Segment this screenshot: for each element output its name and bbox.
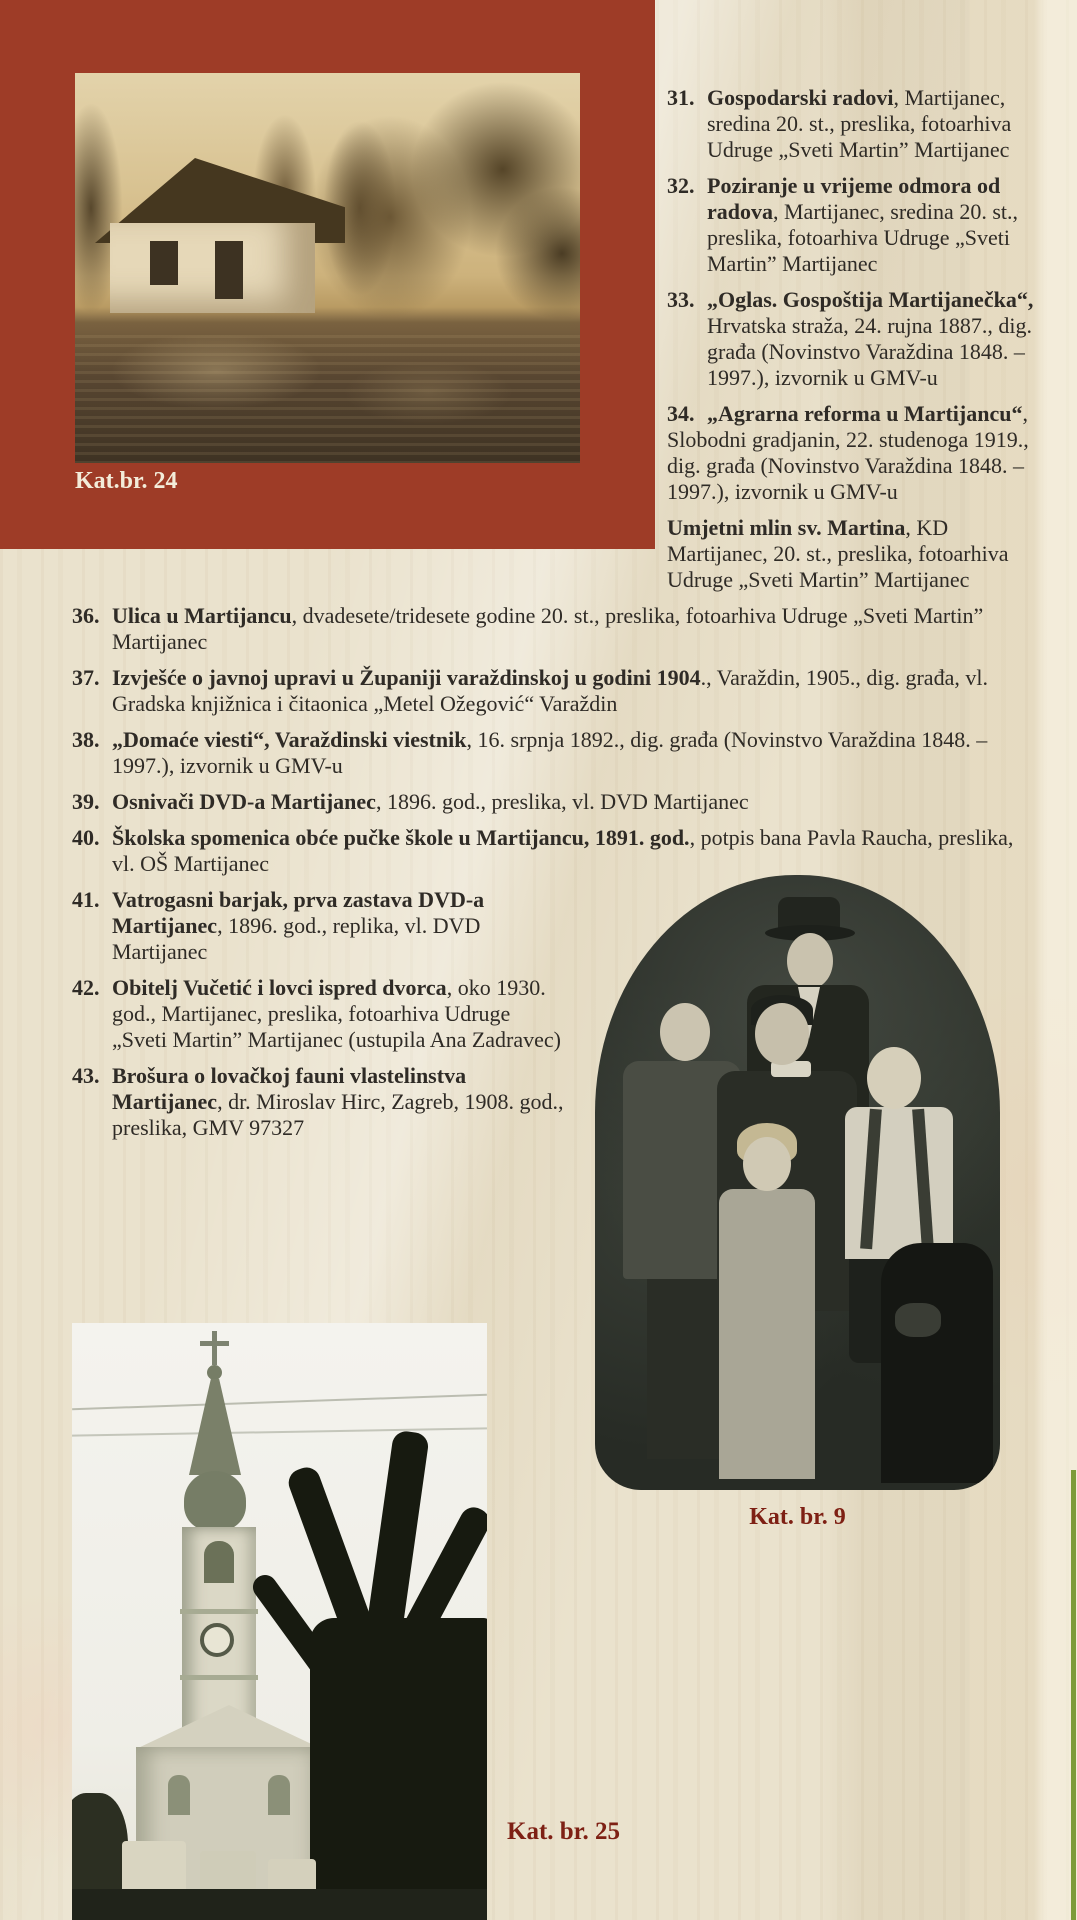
catalog-item-37: [72, 665, 1040, 717]
family-photo-girl-coat-shape: [719, 1189, 815, 1479]
item-details: , 1896. god., preslika, vl. DVD Martijanec: [375, 789, 749, 814]
church-photo-clock-shape: [200, 1623, 234, 1657]
family-photo-block: [595, 875, 1000, 1530]
item-details: , Martijanec, sredina 20. st., preslika, fotoarhiva Udruge „Sveti Martin” Martijanec: [707, 85, 1012, 162]
catalog-item-36: [72, 603, 1040, 655]
item-details: ., Varaždin, 1905., dig. građa, vl. Gradska knjižnica i čitaonica „Metel Ožegović“ Varaždin: [112, 665, 988, 716]
pond-photo-house-shape: [110, 223, 315, 313]
item-number: 43.: [72, 1063, 100, 1088]
pond-photo-caption: Kat.br. 24: [75, 468, 178, 494]
item-title: Poziranje u vrijeme odmora od radova: [707, 173, 1001, 224]
family-photo-mother-head-shape: [755, 1003, 809, 1065]
item-details: , Slobodni gradjanin, 22. studenoga 1919., dig. građa (Novinstvo Varaždina 1848. – 1997.), izvornik u GMV-u: [667, 401, 1029, 504]
church-photo-facade-window-shape: [168, 1775, 190, 1815]
catalog-item-38: [72, 727, 1040, 779]
family-photo-girl-head-shape: [743, 1137, 791, 1191]
item-number: 31.: [667, 85, 695, 110]
page-edge-green-strip: [1071, 1470, 1076, 1920]
item-details: , dr. Miroslav Hirc, Zagreb, 1908. god., preslika, GMV 97327: [112, 1089, 564, 1140]
item-details: Hrvatska straža, 24. rujna 1887., dig. građa (Novinstvo Varaždina 1848. – 1997.), izvornik u GMV-u: [707, 313, 1033, 390]
item-title: Ulica u Martijancu: [112, 603, 292, 628]
church-photo-cornice-shape: [180, 1609, 258, 1614]
item-number: 36.: [72, 603, 100, 628]
item-number: 38.: [72, 727, 100, 752]
red-photo-panel: [0, 0, 655, 549]
item-title: „Agrarna reforma u Martijancu“: [707, 401, 1023, 426]
item-details: , 1896. god., replika, vl. DVD Martijanec: [112, 913, 481, 964]
item-number: 33.: [667, 287, 695, 312]
catalog-item-33: [667, 287, 1040, 391]
item-title: Osnivači DVD-a Martijanec: [112, 789, 376, 814]
church-photo-tree-trunk-shape: [310, 1618, 487, 1920]
family-photo-left-boy-head-shape: [660, 1003, 710, 1061]
family-photo-left-boy-legs-shape: [647, 1279, 723, 1459]
church-photo-power-line-shape: [72, 1394, 487, 1410]
family-photo-right-boy-head-shape: [867, 1047, 921, 1109]
family-photo: [595, 875, 1000, 1490]
church-photo-power-line-shape: [72, 1427, 487, 1436]
item-details: , oko 1930. god., Martijanec, preslika, fotoarhiva Udruge „Sveti Martin” Martijanec (ustupila Ana Zadravec): [112, 975, 561, 1052]
family-photo-father-head-shape: [787, 933, 833, 989]
church-photo-caption: Kat. br. 25: [507, 1818, 620, 1845]
item-number: 42.: [72, 975, 100, 1000]
item-number: 39.: [72, 789, 100, 814]
item-title: Školska spomenica obće pučke škole u Martijancu, 1891. god.: [112, 825, 690, 850]
church-photo-cross-shape: [200, 1341, 229, 1346]
item-details: , KD Martijanec, 20. st., preslika, fotoarhiva Udruge „Sveti Martin” Martijanec: [667, 515, 1009, 592]
item-details: , Martijanec, sredina 20. st., preslika, fotoarhiva Udruge „Sveti Martin” Martijanec: [707, 199, 1018, 276]
church-photo-finial-shape: [207, 1365, 222, 1380]
item-title: Umjetni mlin sv. Martina: [667, 515, 906, 540]
item-number: 41.: [72, 887, 100, 912]
family-photo-dog-shape: [881, 1243, 993, 1483]
item-details: , dvadesete/tridesete godine 20. st., preslika, fotoarhiva Udruge „Sveti Martin” Martijanec: [112, 603, 984, 654]
item-title: „Domaće viesti“, Varaždinski viestnik: [112, 727, 467, 752]
item-number: 34.: [667, 401, 695, 426]
item-title: Obitelj Vučetić i lovci ispred dvorca: [112, 975, 447, 1000]
item-number: 40.: [72, 825, 100, 850]
church-photo-onion-dome-shape: [184, 1471, 246, 1531]
family-photo-caption: Kat. br. 9: [749, 1504, 846, 1530]
church-photo-belfry-window-shape: [204, 1541, 234, 1583]
item-title: Vatrogasni barjak, prva zastava DVD-a Martijanec: [112, 887, 485, 938]
church-photo: [72, 1323, 487, 1920]
item-title: Brošura o lovačkoj fauni vlastelinstva Martijanec: [112, 1063, 467, 1114]
church-photo-spire-shape: [189, 1379, 241, 1475]
pond-photo: [75, 73, 580, 463]
pond-photo-house-door-shape: [215, 241, 243, 299]
item-number: 32.: [667, 173, 695, 198]
pond-photo-house-window-shape: [150, 241, 178, 285]
item-number: 37.: [72, 665, 100, 690]
church-photo-cornice-shape: [180, 1675, 258, 1680]
church-photo-ground-shape: [72, 1889, 487, 1920]
item-details: , 16. srpnja 1892., dig. građa (Novinstvo Varaždina 1848. – 1997.), izvornik u GMV-u: [112, 727, 988, 778]
catalog-item-32: [667, 173, 1040, 277]
pond-photo-water-shape: [75, 335, 580, 463]
family-photo-dog-snout-shape: [895, 1303, 941, 1337]
catalog-item-31: [667, 85, 1040, 163]
catalog-item-39: [72, 789, 1040, 815]
item-details: , potpis bana Pavla Raucha, preslika, vl. OŠ Martijanec: [112, 825, 1014, 876]
catalog-item-40: [72, 825, 1040, 877]
item-title: Izvješće o javnoj upravi u Županiji varaždinskoj u godini 1904: [112, 665, 701, 690]
item-title: „Oglas. Gospoštija Martijanečka“,: [707, 287, 1034, 312]
church-photo-gable-shape: [136, 1705, 322, 1749]
item-title: Gospodarski radovi: [707, 85, 894, 110]
church-photo-cross-shape: [212, 1331, 217, 1365]
church-photo-facade-window-shape: [268, 1775, 290, 1815]
